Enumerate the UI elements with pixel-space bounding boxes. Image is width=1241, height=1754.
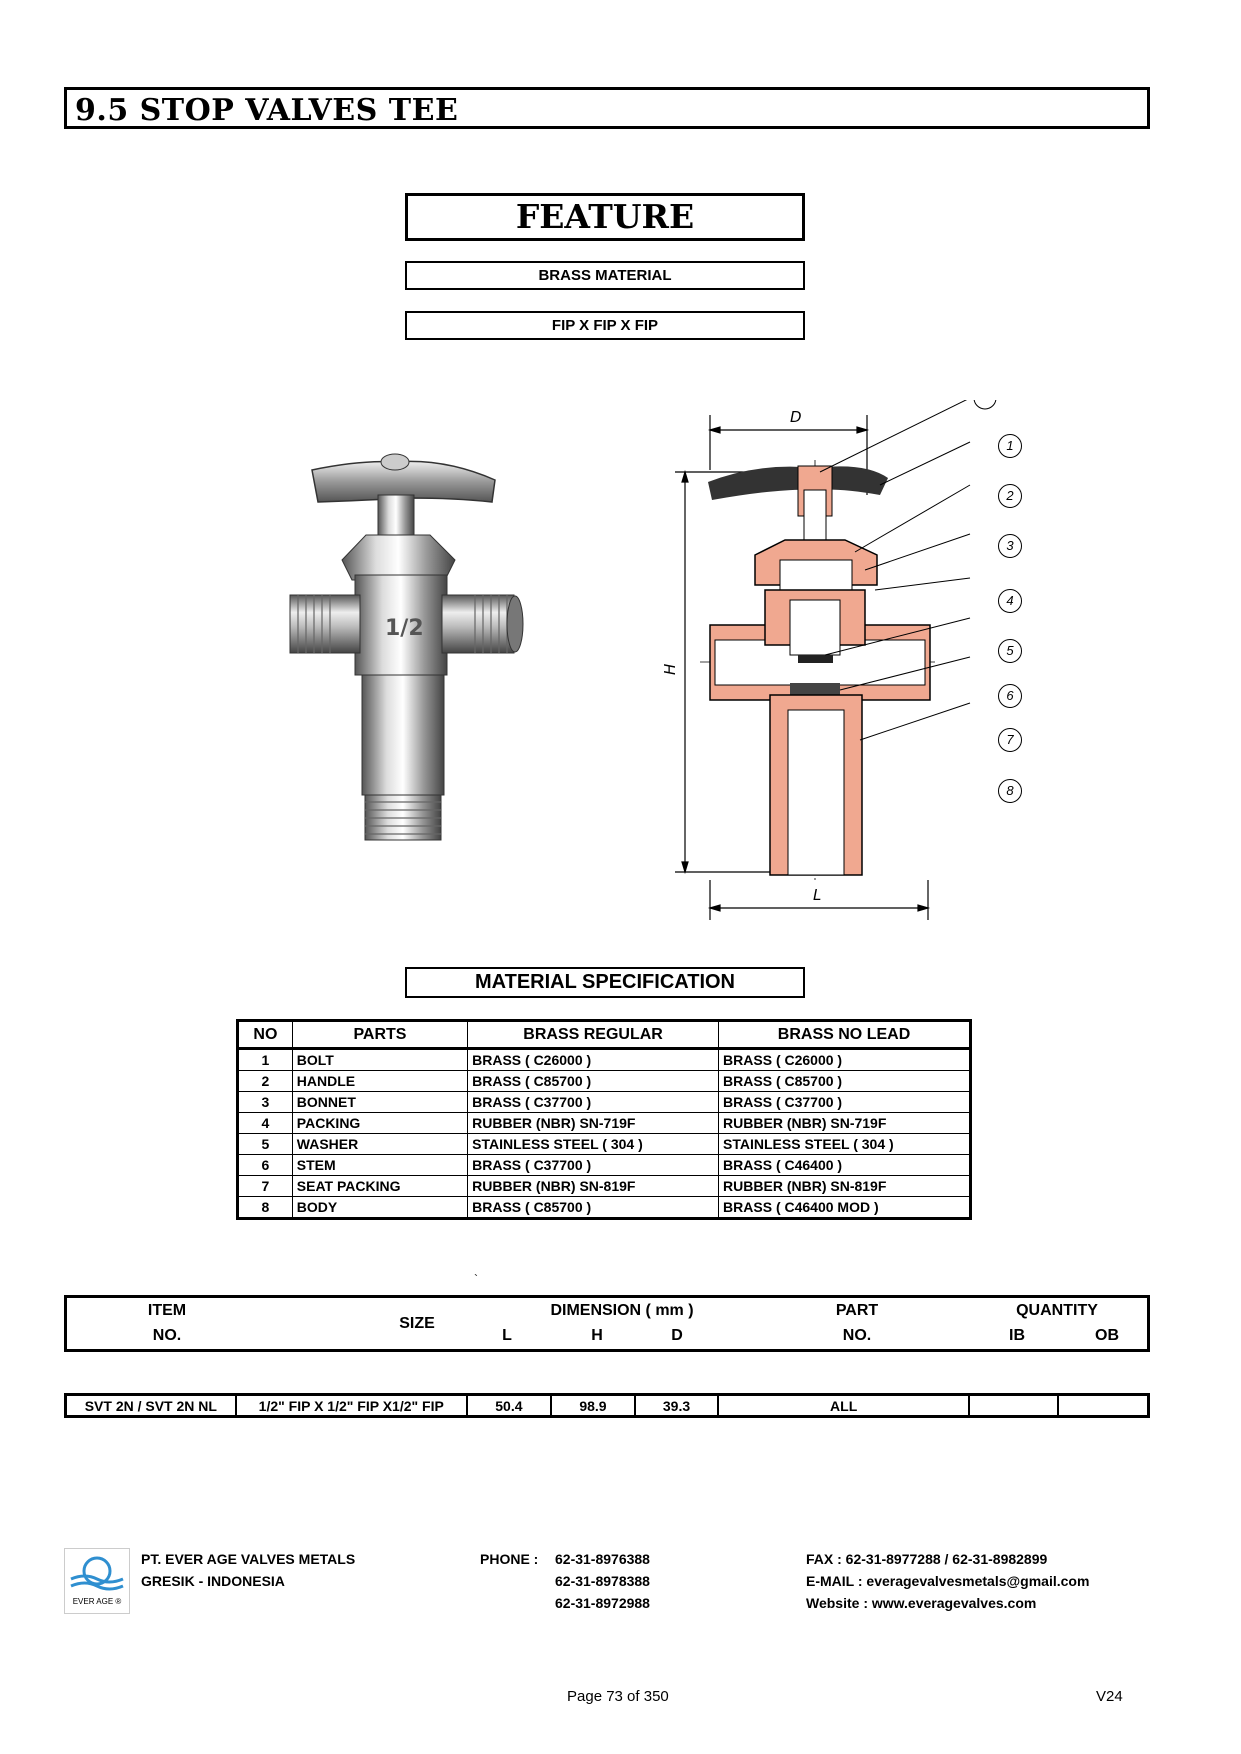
cell-part: HANDLE	[292, 1071, 467, 1092]
cell-brass-no-lead: STAINLESS STEEL ( 304 )	[719, 1134, 971, 1155]
section-title-box	[64, 87, 1150, 129]
balloon-4: 4	[998, 589, 1022, 613]
cell-part: PACKING	[292, 1113, 467, 1134]
cell-part-no: ALL	[718, 1395, 969, 1417]
technical-drawing	[640, 400, 1040, 930]
fax-number: FAX : 62-31-8977288 / 62-31-8982899	[806, 1551, 1048, 1567]
cell-d: 39.3	[635, 1395, 718, 1417]
feature-heading: FEATURE	[405, 193, 805, 241]
cell-brass-regular: RUBBER (NBR) SN-719F	[468, 1113, 719, 1134]
cell-size: 1/2" FIP X 1/2" FIP X1/2" FIP	[236, 1395, 467, 1417]
balloon-7: 7	[998, 728, 1022, 752]
company-info	[141, 1548, 355, 1592]
cell-brass-regular: BRASS ( C37700 )	[468, 1092, 719, 1113]
header-item-no: NO.	[152, 1327, 182, 1344]
cell-ob	[1058, 1395, 1148, 1417]
header-ib: IB	[1009, 1327, 1025, 1344]
table-row	[238, 1049, 971, 1071]
table-row	[238, 1197, 971, 1219]
website: Website : www.everagevalves.com	[806, 1595, 1037, 1611]
version-label: V24	[1096, 1688, 1123, 1705]
cell-ib	[969, 1395, 1058, 1417]
header-ob: OB	[1095, 1327, 1119, 1344]
phone-2: 62-31-8978388	[555, 1573, 650, 1589]
product-size-marking: 1/2	[385, 616, 424, 641]
cell-item-no: SVT 2N / SVT 2N NL	[66, 1395, 236, 1417]
feature-brass-material: BRASS MATERIAL	[405, 261, 805, 290]
cell-no: 3	[238, 1092, 293, 1113]
dimension-label-h: H	[661, 663, 679, 675]
col-header-no: NO	[238, 1021, 293, 1049]
balloon-3: 3	[998, 534, 1022, 558]
cell-part: SEAT PACKING	[292, 1176, 467, 1197]
header-part-no: NO.	[842, 1327, 872, 1344]
dimension-label-l: L	[813, 886, 822, 904]
material-spec-header-row	[238, 1021, 971, 1049]
company-name: PT. EVER AGE VALVES METALS	[141, 1551, 356, 1567]
table-row	[238, 1155, 971, 1176]
cell-no: 7	[238, 1176, 293, 1197]
balloon-1: 1	[998, 434, 1022, 458]
phone-numbers	[555, 1548, 650, 1614]
cell-brass-no-lead: RUBBER (NBR) SN-719F	[719, 1113, 971, 1134]
cell-part: WASHER	[292, 1134, 467, 1155]
table-row	[238, 1176, 971, 1197]
cell-brass-regular: BRASS ( C85700 )	[468, 1071, 719, 1092]
part-balloons	[974, 400, 996, 409]
feature-connection-type: FIP X FIP X FIP	[405, 311, 805, 340]
cell-l: 50.4	[467, 1395, 551, 1417]
logo-text: EVER AGE ®	[72, 1597, 122, 1606]
page-number: Page 73 of 350	[567, 1688, 669, 1705]
col-header-brass-regular: BRASS REGULAR	[468, 1021, 719, 1049]
company-location: GRESIK - INDONESIA	[141, 1573, 285, 1589]
cell-brass-no-lead: BRASS ( C46400 )	[719, 1155, 971, 1176]
logo-wave-icon	[65, 1549, 129, 1597]
header-d: D	[671, 1327, 683, 1344]
header-quantity: QUANTITY	[1016, 1302, 1098, 1319]
cell-brass-no-lead: RUBBER (NBR) SN-819F	[719, 1176, 971, 1197]
table-row	[66, 1395, 1149, 1417]
table-row	[238, 1113, 971, 1134]
cell-no: 5	[238, 1134, 293, 1155]
dimension-table-header	[64, 1295, 1150, 1352]
dimension-table	[64, 1393, 1150, 1418]
cell-h: 98.9	[551, 1395, 635, 1417]
phone-3: 62-31-8972988	[555, 1595, 650, 1611]
contact-info	[806, 1548, 1089, 1614]
balloon-6: 6	[998, 684, 1022, 708]
email-address: E-MAIL : everagevalvesmetals@gmail.com	[806, 1573, 1090, 1589]
cell-part: BODY	[292, 1197, 467, 1219]
section-title: 9.5 STOP VALVES TEE	[75, 93, 459, 128]
cell-part: BOLT	[292, 1049, 467, 1071]
table-row	[238, 1092, 971, 1113]
cell-no: 2	[238, 1071, 293, 1092]
cell-no: 6	[238, 1155, 293, 1176]
company-logo	[64, 1548, 130, 1614]
cell-brass-regular: BRASS ( C26000 )	[468, 1049, 719, 1071]
cell-part: BONNET	[292, 1092, 467, 1113]
cell-brass-no-lead: BRASS ( C85700 )	[719, 1071, 971, 1092]
header-size: SIZE	[399, 1315, 435, 1332]
material-spec-table	[236, 1019, 972, 1220]
header-l: L	[502, 1327, 512, 1344]
cell-no: 1	[238, 1049, 293, 1071]
balloon-5: 5	[998, 639, 1022, 663]
header-item: ITEM	[147, 1302, 187, 1319]
cell-no: 4	[238, 1113, 293, 1134]
header-part: PART	[835, 1302, 879, 1319]
cell-brass-regular: STAINLESS STEEL ( 304 )	[468, 1134, 719, 1155]
cell-brass-no-lead: BRASS ( C26000 )	[719, 1049, 971, 1071]
phone-1: 62-31-8976388	[555, 1551, 650, 1567]
material-spec-heading: MATERIAL SPECIFICATION	[405, 967, 805, 998]
cell-brass-regular: BRASS ( C37700 )	[468, 1155, 719, 1176]
phone-label: PHONE :	[480, 1551, 539, 1567]
col-header-parts: PARTS	[292, 1021, 467, 1049]
cell-part: STEM	[292, 1155, 467, 1176]
table-row	[238, 1071, 971, 1092]
balloon-8: 8	[998, 779, 1022, 803]
product-photo	[270, 450, 540, 860]
stray-mark: `	[474, 1272, 478, 1286]
header-h: H	[591, 1327, 603, 1344]
cell-brass-no-lead: BRASS ( C37700 )	[719, 1092, 971, 1113]
cell-no: 8	[238, 1197, 293, 1219]
col-header-brass-no-lead: BRASS NO LEAD	[719, 1021, 971, 1049]
cell-brass-no-lead: BRASS ( C46400 MOD )	[719, 1197, 971, 1219]
header-dimension: DIMENSION ( mm )	[550, 1302, 694, 1319]
table-row	[238, 1134, 971, 1155]
dimension-label-d: D	[790, 408, 802, 426]
cell-brass-regular: RUBBER (NBR) SN-819F	[468, 1176, 719, 1197]
cell-brass-regular: BRASS ( C85700 )	[468, 1197, 719, 1219]
balloon-2: 2	[998, 484, 1022, 508]
